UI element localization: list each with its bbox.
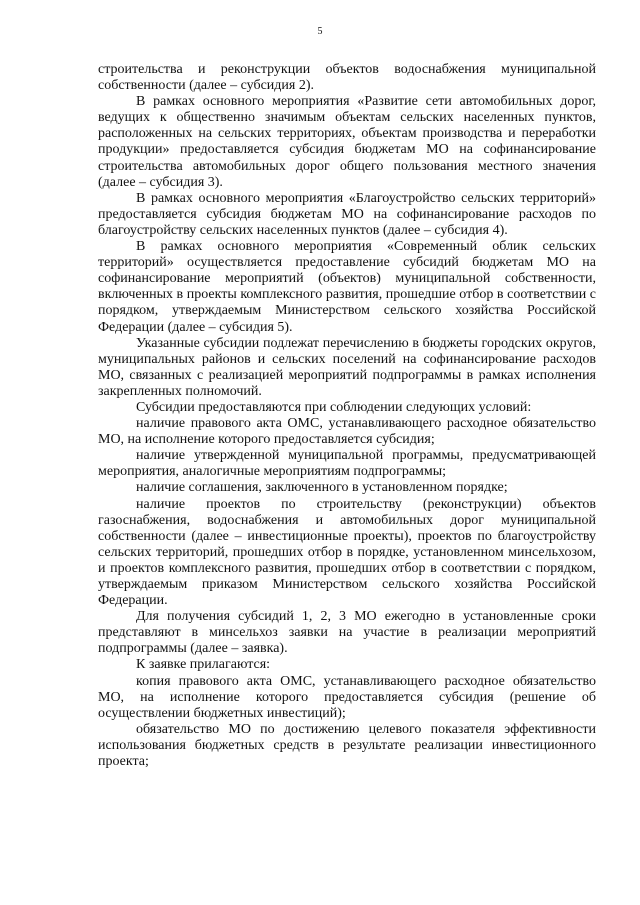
paragraph-11: Для получения субсидий 1, 2, 3 МО ежегодно в установленные сроки представляют в минсельхоз заявки на участие в реализации мероприятий подпрограммы (далее – заявка). bbox=[98, 609, 596, 657]
paragraph-1: строительства и реконструкции объектов водоснабжения муниципальной собственности (далее – субсидия 2). bbox=[98, 62, 596, 94]
paragraph-7: наличие правового акта ОМС, устанавливающего расходное обязательство МО, на исполнение которого предоставляется субсидия; bbox=[98, 416, 596, 448]
paragraph-13: копия правового акта ОМС, устанавливающего расходное обязательство МО, на исполнение которого предоставляется субсидия (решение об осуществлении бюджетных инвестиций); bbox=[98, 673, 596, 721]
paragraph-12: К заявке прилагаются: bbox=[136, 657, 271, 673]
paragraph-3: В рамках основного мероприятия «Благоустройство сельских территорий» предоставляется субсидия бюджетам МО на софинансирование расходов по благоустройству сельских населенных пунктов (далее – субсидия 4). bbox=[98, 190, 596, 238]
paragraph-10: наличие проектов по строительству (реконструкции) объектов газоснабжения, водоснабжения и автомобильных дорог муниципальной собственности (далее – инвестиционные проекты), проектов по благоустройству сельских территорий, прошедших отбор в порядке, установленном минсельхозом, и проектов комплексного развития, прошедших отбор в соответствии с порядком, утверждаемым приказом Министерством сельского хозяйства Российской Федерации. bbox=[98, 496, 596, 609]
paragraph-9: наличие соглашения, заключенного в установленном порядке; bbox=[136, 480, 508, 496]
paragraph-6: Субсидии предоставляются при соблюдении следующих условий: bbox=[136, 399, 532, 415]
document-body bbox=[98, 62, 596, 770]
paragraph-8: наличие утвержденной муниципальной программы, предусматривающей мероприятия, аналогичные мероприятиям подпрограммы; bbox=[98, 448, 596, 480]
paragraph-5: Указанные субсидии подлежат перечислению в бюджеты городских округов, муниципальных районов и сельских поселений на софинансирование расходов МО, связанных с реализацией мероприятий подпрограммы в рамках исполнения закрепленных полномочий. bbox=[98, 335, 596, 399]
paragraph-14: обязательство МО по достижению целевого показателя эффективности использования бюджетных средств в результате реализации инвестиционного проекта; bbox=[98, 721, 596, 770]
paragraph-4: В рамках основного мероприятия «Современный облик сельских территорий» осуществляется предоставление субсидий бюджетам МО на софинансирование мероприятий (объектов) муниципальной собственности, включенных в проекты комплексного развития, прошедшие отбор в соответствии с порядком, утверждаемым Министерством сельского хозяйства Российской Федерации (далее – субсидия 5). bbox=[98, 239, 596, 335]
page-number: 5 bbox=[317, 26, 323, 37]
paragraph-2: В рамках основного мероприятия «Развитие сети автомобильных дорог, ведущих к общественно значимым объектам сельских населенных пунктов, расположенных на сельских территориях, объектам производства и переработки продукции» предоставляется субсидия бюджетам МО на софинансирование строительства автомобильных дорог общего пользования местного значения (далее – субсидия 3). bbox=[98, 94, 596, 190]
